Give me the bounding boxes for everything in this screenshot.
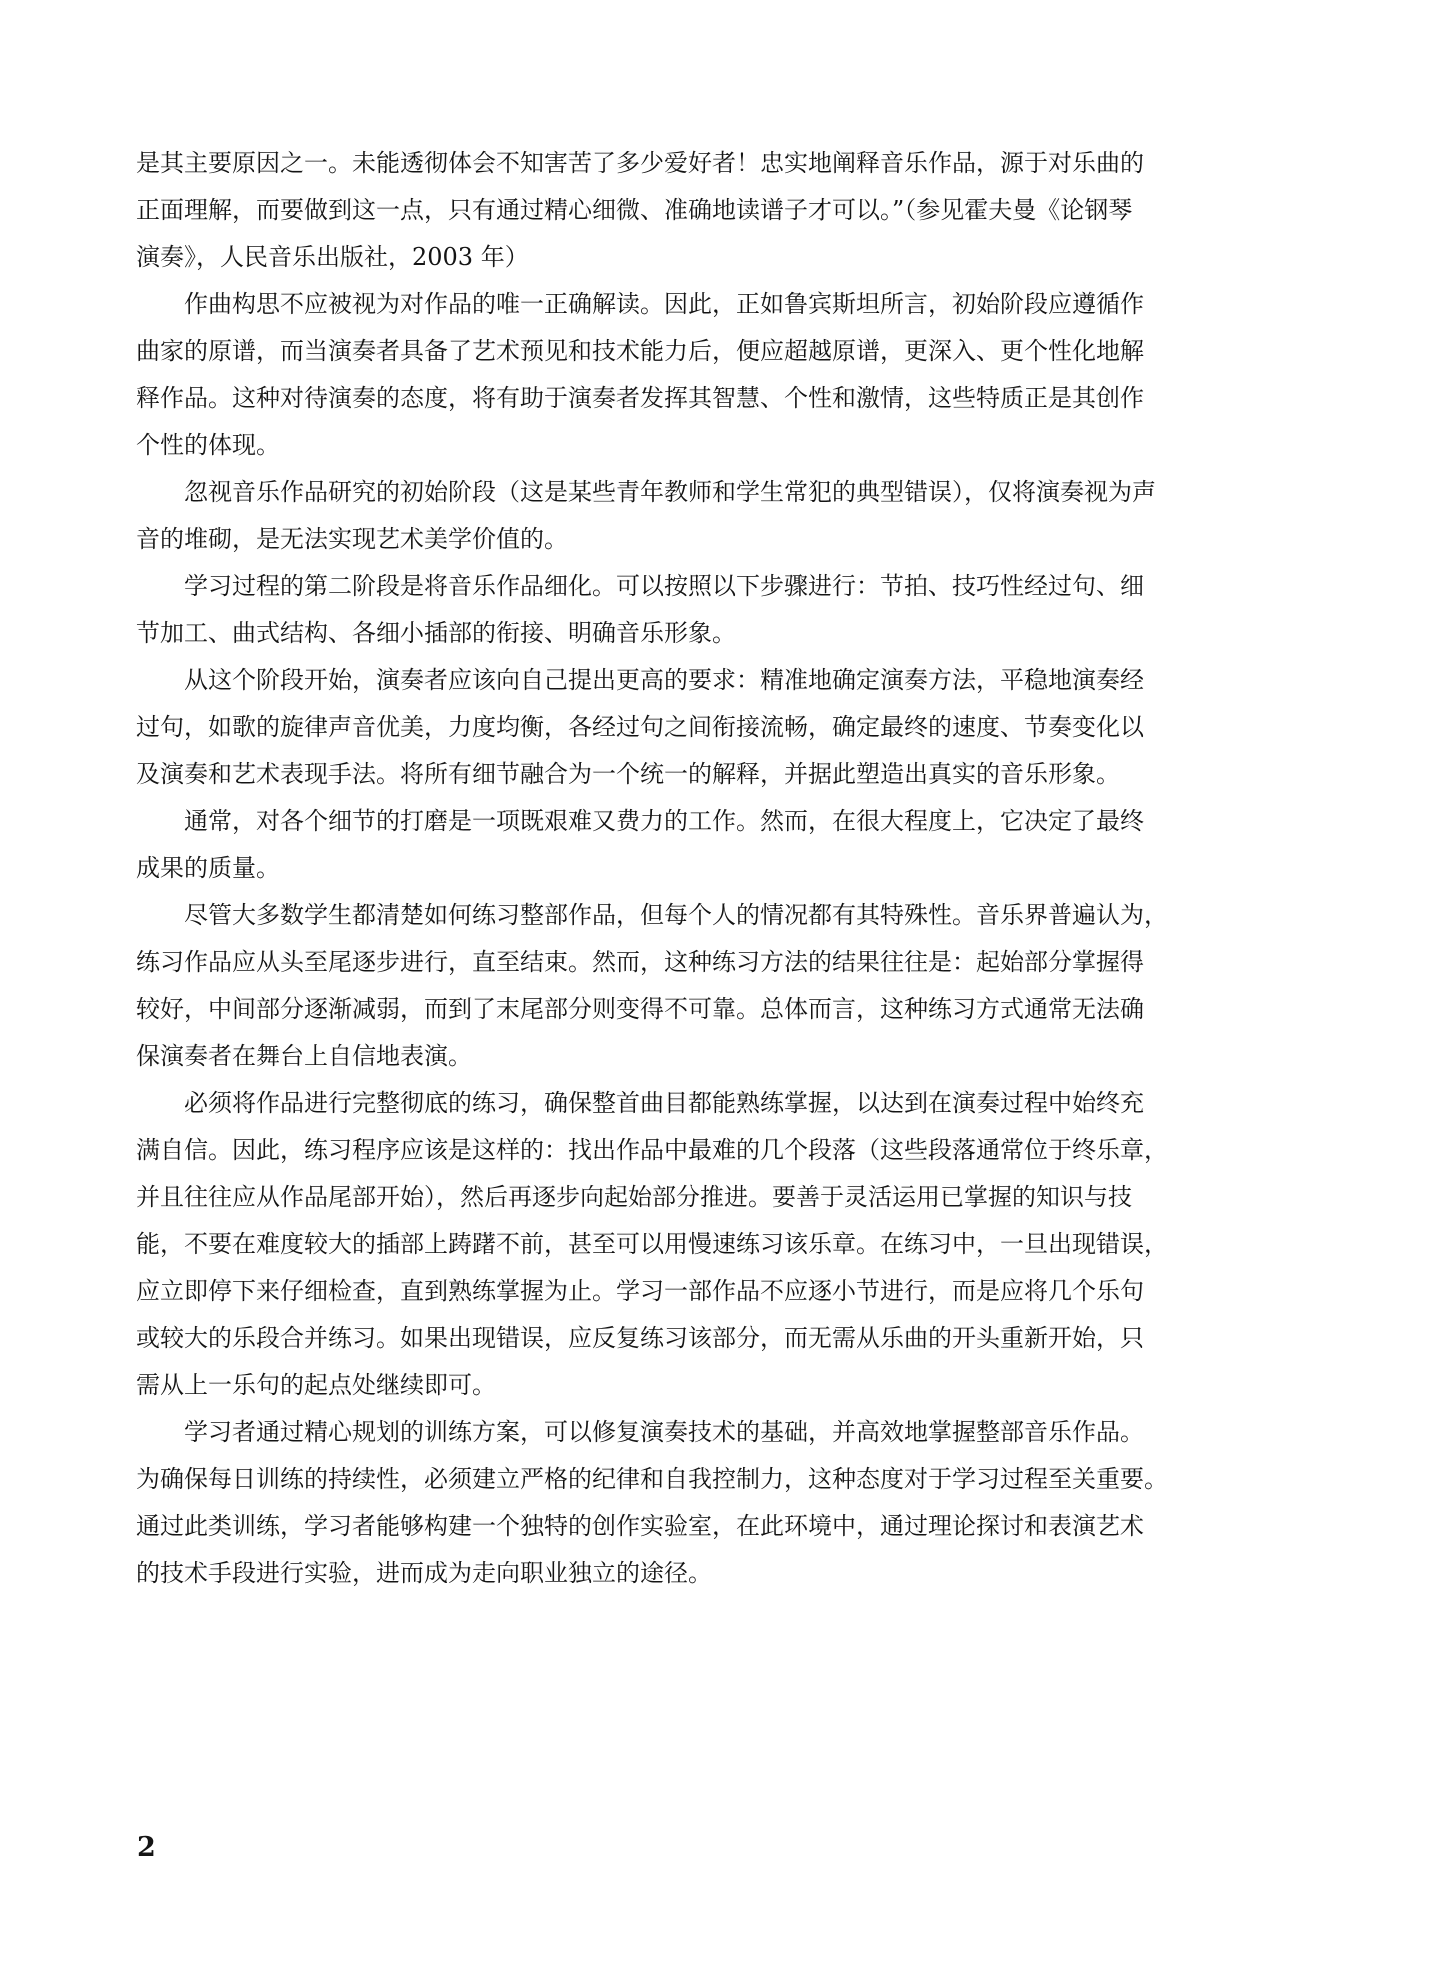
paragraph <box>136 281 1310 469</box>
paragraph <box>136 140 1310 281</box>
text-line: 学习者通过精心规划的训练方案，可以修复演奏技术的基础，并高效地掌握整部音乐作品。 <box>184 1418 1144 1446</box>
text-line: 个性的体现。 <box>136 431 280 459</box>
text-line: 的技术手段进行实验，进而成为走向职业独立的途径。 <box>136 1559 712 1587</box>
paragraph <box>136 563 1310 657</box>
text-line: 忽视音乐作品研究的初始阶段（这是某些青年教师和学生常犯的典型错误），仅将演奏视为声 <box>184 478 1156 506</box>
page-number: 2 <box>137 1832 156 1863</box>
text-line: 学习过程的第二阶段是将音乐作品细化。可以按照以下步骤进行：节拍、技巧性经过句、细 <box>184 572 1144 600</box>
paragraph <box>136 892 1310 1080</box>
text-line: 过句，如歌的旋律声音优美，力度均衡，各经过句之间衔接流畅，确定最终的速度、节奏变化以 <box>136 713 1144 741</box>
text-line: 作曲构思不应被视为对作品的唯一正确解读。因此，正如鲁宾斯坦所言，初始阶段应遵循作 <box>184 290 1144 318</box>
text-line: 尽管大多数学生都清楚如何练习整部作品，但每个人的情况都有其特殊性。音乐界普遍认为， <box>184 901 1168 929</box>
text-line: 通常，对各个细节的打磨是一项既艰难又费力的工作。然而，在很大程度上，它决定了最终 <box>184 807 1144 835</box>
text-line: 正面理解，而要做到这一点，只有通过精心细微、准确地读谱子才可以。”（参见霍夫曼《论钢琴 <box>136 196 1133 224</box>
text-line: 音的堆砌，是无法实现艺术美学价值的。 <box>136 525 568 553</box>
text-line: 较好，中间部分逐渐减弱，而到了末尾部分则变得不可靠。总体而言，这种练习方式通常无法确 <box>136 995 1144 1023</box>
text-line: 及演奏和艺术表现手法。将所有细节融合为一个统一的解释，并据此塑造出真实的音乐形象。 <box>136 760 1120 788</box>
text-line: 节加工、曲式结构、各细小插部的衔接、明确音乐形象。 <box>136 619 736 647</box>
text-line: 从这个阶段开始，演奏者应该向自己提出更高的要求：精准地确定演奏方法，平稳地演奏经 <box>184 666 1144 694</box>
text-line: 是其主要原因之一。未能透彻体会不知害苦了多少爱好者！忠实地阐释音乐作品，源于对乐曲的 <box>136 149 1144 177</box>
paragraph <box>136 1080 1310 1409</box>
text-line: 并且往往应从作品尾部开始），然后再逐步向起始部分推进。要善于灵活运用已掌握的知识与技 <box>136 1183 1132 1211</box>
text-line: 演奏》，人民音乐出版社，2003 年） <box>136 243 529 271</box>
body-text <box>136 140 1310 1597</box>
text-line: 释作品。这种对待演奏的态度，将有助于演奏者发挥其智慧、个性和激情，这些特质正是其创作 <box>136 384 1144 412</box>
paragraph <box>136 469 1310 563</box>
text-line: 成果的质量。 <box>136 854 280 882</box>
text-line: 保演奏者在舞台上自信地表演。 <box>136 1042 472 1070</box>
paragraph <box>136 798 1310 892</box>
paragraph <box>136 1409 1310 1597</box>
text-line: 满自信。因此，练习程序应该是这样的：找出作品中最难的几个段落（这些段落通常位于终乐章， <box>136 1136 1168 1164</box>
text-line: 通过此类训练，学习者能够构建一个独特的创作实验室，在此环境中，通过理论探讨和表演艺术 <box>136 1512 1144 1540</box>
text-line: 应立即停下来仔细检查，直到熟练掌握为止。学习一部作品不应逐小节进行，而是应将几个乐句 <box>136 1277 1144 1305</box>
text-line: 练习作品应从头至尾逐步进行，直至结束。然而，这种练习方法的结果往往是：起始部分掌握得 <box>136 948 1144 976</box>
text-line: 需从上一乐句的起点处继续即可。 <box>136 1371 496 1399</box>
text-line: 必须将作品进行完整彻底的练习，确保整首曲目都能熟练掌握，以达到在演奏过程中始终充 <box>184 1089 1144 1117</box>
text-line: 能，不要在难度较大的插部上踌躇不前，甚至可以用慢速练习该乐章。在练习中，一旦出现错误， <box>136 1230 1168 1258</box>
text-line: 为确保每日训练的持续性，必须建立严格的纪律和自我控制力，这种态度对于学习过程至关重要。 <box>136 1465 1168 1493</box>
paragraph <box>136 657 1310 798</box>
text-line: 曲家的原谱，而当演奏者具备了艺术预见和技术能力后，便应超越原谱，更深入、更个性化地解 <box>136 337 1144 365</box>
text-line: 或较大的乐段合并练习。如果出现错误，应反复练习该部分，而无需从乐曲的开头重新开始，只 <box>136 1324 1144 1352</box>
